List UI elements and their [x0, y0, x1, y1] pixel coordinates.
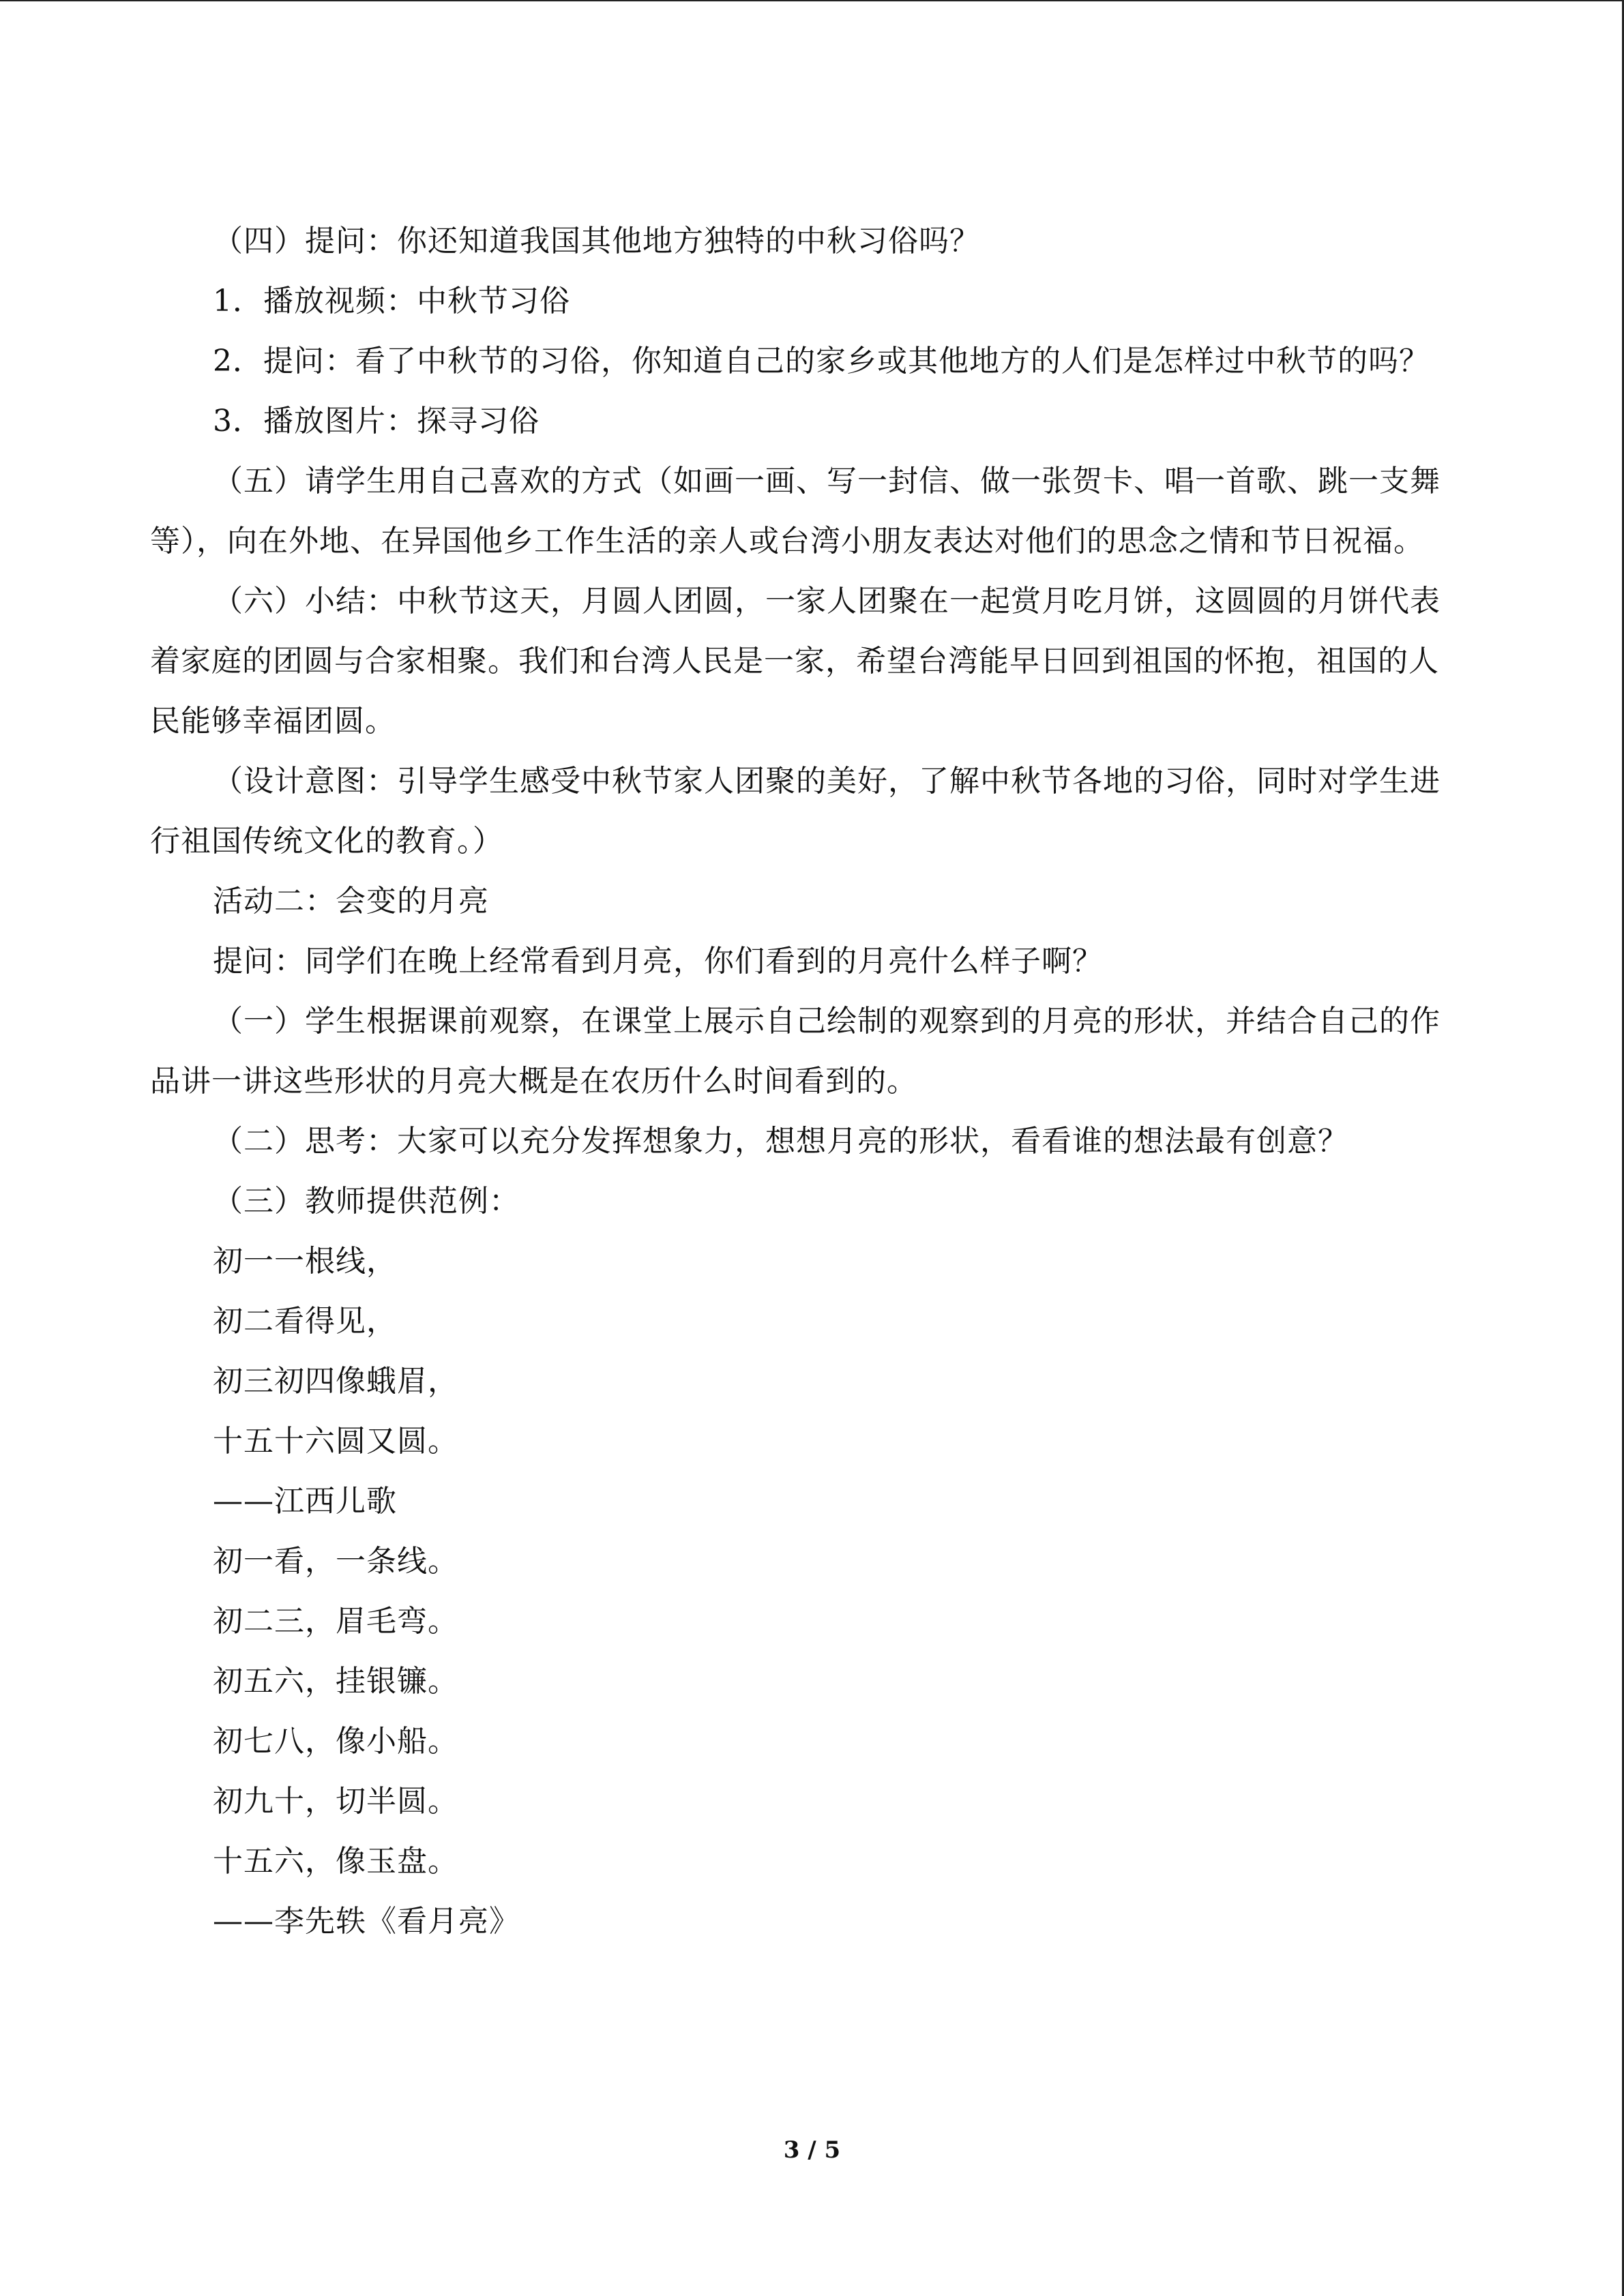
- poem-line: 初二三，眉毛弯。: [213, 1604, 458, 1639]
- paragraph-activity-two: 活动二：会变的月亮: [213, 884, 489, 919]
- poem-line: 初五六，挂银镰。: [213, 1664, 458, 1699]
- poem-line: 初七八，像小船。: [213, 1724, 458, 1759]
- paragraph-step-2: 2．提问：看了中秋节的习俗，你知道自己的家乡或其他地方的人们是怎样过中秋节的吗？: [213, 344, 1430, 378]
- paragraph-question: 提问：同学们在晚上经常看到月亮，你们看到的月亮什么样子啊？: [213, 944, 1103, 979]
- poem-line: 初三初四像蛾眉，: [213, 1364, 458, 1399]
- paragraph-design-intent: （设计意图：引导学生感受中秋节家人团聚的美好，了解中秋节各地的习俗，同时对学生进行祖国传统文化的教育。）: [150, 764, 1441, 859]
- page-top-border: [0, 0, 1624, 1]
- poem-line: 初一看，一条线。: [213, 1544, 458, 1579]
- paragraph-step-3: 3．播放图片：探寻习俗: [213, 404, 540, 438]
- page-number: 3 / 5: [783, 2136, 841, 2164]
- poem-line: 十五六，像玉盘。: [213, 1844, 458, 1879]
- poem-line: 初九十，切半圆。: [213, 1784, 458, 1819]
- poem-attribution: ——江西儿歌: [213, 1484, 397, 1519]
- paragraph-summary: （六）小结：中秋节这天，月圆人团圆，一家人团聚在一起赏月吃月饼，这圆圆的月饼代表着家庭的团圆与合家相聚。我们和台湾人民是一家，希望台湾能早日回到祖国的怀抱，祖国的人民能够幸福团圆。: [150, 584, 1441, 739]
- paragraph-section-three: （三）教师提供范例：: [213, 1184, 520, 1219]
- poem-attribution: ——李先轶《看月亮》: [213, 1904, 520, 1939]
- paragraph-section-one: （一）学生根据课前观察，在课堂上展示自己绘制的观察到的月亮的形状，并结合自己的作品讲一讲这些形状的月亮大概是在农历什么时间看到的。: [150, 1004, 1441, 1099]
- poem-line: 初一一根线，: [213, 1244, 397, 1279]
- poem-line: 十五十六圆又圆。: [213, 1424, 458, 1459]
- paragraph-step-1: 1．播放视频：中秋节习俗: [213, 284, 570, 318]
- paragraph-section-five: （五）请学生用自己喜欢的方式（如画一画、写一封信、做一张贺卡、唱一首歌、跳一支舞等），向在外地、在异国他乡工作生活的亲人或台湾小朋友表达对他们的思念之情和节日祝福。: [150, 464, 1441, 558]
- paragraph-section-two: （二）思考：大家可以充分发挥想象力，想想月亮的形状，看看谁的想法最有创意？: [213, 1124, 1348, 1159]
- paragraph-question-four: （四）提问：你还知道我国其他地方独特的中秋习俗吗？: [213, 224, 980, 258]
- poem-line: 初二看得见，: [213, 1304, 397, 1339]
- document-body: [150, 211, 1460, 1952]
